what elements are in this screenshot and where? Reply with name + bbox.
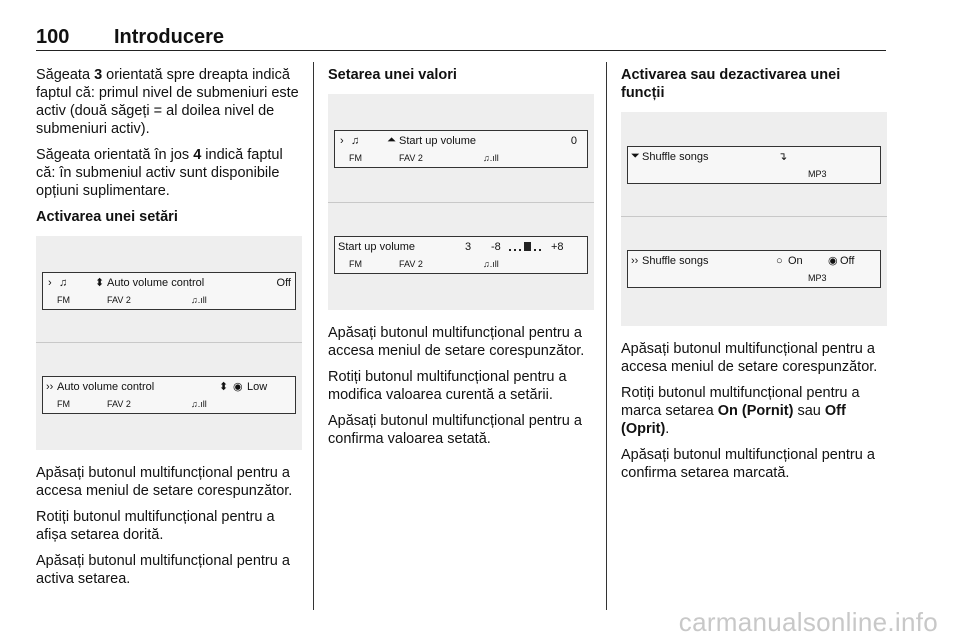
column-divider-1 [313,62,314,610]
display-screen-1 [334,130,588,168]
signal-icon: ♫.ıll [483,153,499,163]
favorite-label: FAV 2 [107,295,131,305]
double-arrow-right-icon: ›› [46,381,54,393]
instruction-rotate: Rotiți butonul multifuncțional pentru a afișa setarea dorită. [36,509,275,543]
value-slider [507,241,545,253]
radio-selected-icon: ◉ [233,381,243,393]
section-heading-activate: Activarea unei setări [36,209,178,225]
page-header [36,26,886,51]
section-heading-toggle: Activarea sau dezactivarea unei funcții [621,67,841,101]
column-1 [36,66,302,596]
radio-empty-icon: ○ [776,255,783,267]
source-label: FM [57,399,70,409]
arrow-down-icon: ⏷ [631,150,640,162]
up-down-arrow-icon: ⬍ [219,381,229,393]
shuffle-icon: ↴ [778,151,788,163]
display-screen-2 [42,376,296,414]
figure-activate-setting [36,236,302,450]
source-label: MP3 [808,273,827,283]
display-screen-2 [627,250,881,288]
figure-set-value [328,94,594,310]
display-screen-1 [627,146,881,184]
figure-toggle-function [621,112,887,326]
figure-separator [36,342,302,343]
instruction-confirm: Apăsați butonul multifuncțional pentru a confirma valoarea setată. [328,413,582,447]
paragraph-arrow-right: Săgeata 3 orientată spre dreapta indică faptul că: primul nivel de submeniuri este activ (două săgeți = al doilea nivel de submeniuri activ). [36,67,299,137]
signal-icon: ♫.ıll [483,259,499,269]
instruction-confirm: Apăsați butonul multifuncțional pentru a confirma setarea marcată. [621,447,875,481]
arrow-right-icon: › [340,135,344,147]
arrow-right-icon: › [48,277,52,289]
setting-value: Off [276,277,291,289]
menu-item-title: Shuffle songs [642,255,709,267]
source-label: FM [349,153,362,163]
source-label: MP3 [808,169,827,179]
slider-dot [539,249,541,251]
music-note-icon: ♫ [351,135,360,147]
paragraph-arrow-down: Săgeata orientată în jos 4 indică faptul că: în submeniul activ sunt disponibile opțiuni suplimentare. [36,147,283,199]
instruction-press: Apăsați butonul multifuncțional pentru a accesa meniul de setare corespunzător. [621,341,878,375]
figure-separator [328,202,594,203]
option-off: Off [840,255,855,267]
signal-icon: ♫.ıll [191,295,207,305]
range-min: -8 [491,241,501,253]
instruction-rotate: Rotiți butonul multifuncțional pentru a modifica valoarea curentă a setării. [328,369,567,403]
slider-dot [509,249,511,251]
column-divider-2 [606,62,607,610]
radio-selected-icon: ◉ [828,255,838,267]
slider-dot [519,249,521,251]
column-3 [621,66,887,490]
menu-item-title: Shuffle songs [642,151,709,163]
menu-item-title: Auto volume control [107,277,205,289]
page-number: 100 [36,26,70,48]
double-arrow-right-icon: ›› [631,255,639,267]
instruction-press: Apăsați butonul multifuncțional pentru a accesa meniul de setare corespunzător. [36,465,293,499]
arrow-up-icon: ⏶ [387,134,396,146]
source-label: FM [349,259,362,269]
menu-item-title: Start up volume [399,135,477,147]
up-down-arrow-icon: ⬍ [95,277,105,289]
menu-item-title: Auto volume control [57,381,155,393]
music-note-icon: ♫ [59,277,68,289]
instruction-press: Apăsați butonul multifuncțional pentru a accesa meniul de setare corespunzător. [328,325,585,359]
instruction-activate: Apăsați butonul multifuncțional pentru a activa setarea. [36,553,290,587]
menu-item-title: Start up volume [338,241,416,253]
display-screen-2 [334,236,588,274]
source-label: FM [57,295,70,305]
favorite-label: FAV 2 [107,399,131,409]
slider-position-marker [524,242,531,251]
option-on: On [788,255,803,267]
watermark: carmanualsonline.info [678,607,938,637]
figure-separator [621,216,887,217]
favorite-label: FAV 2 [399,259,423,269]
range-max: +8 [551,241,564,253]
instruction-rotate-mark: Rotiți butonul multifuncțional pentru a marca setarea On (Pornit) sau Off (Oprit). [621,385,860,437]
display-screen-1 [42,272,296,310]
setting-value: Low [247,381,268,393]
favorite-label: FAV 2 [399,153,423,163]
section-heading-set-value: Setarea unei valori [328,67,457,83]
current-value: 3 [465,241,472,253]
slider-dot [514,249,516,251]
page-title: Introducere [114,26,225,48]
slider-dot [534,249,536,251]
signal-icon: ♫.ıll [191,399,207,409]
setting-value: 0 [570,135,577,147]
column-2 [328,66,594,456]
